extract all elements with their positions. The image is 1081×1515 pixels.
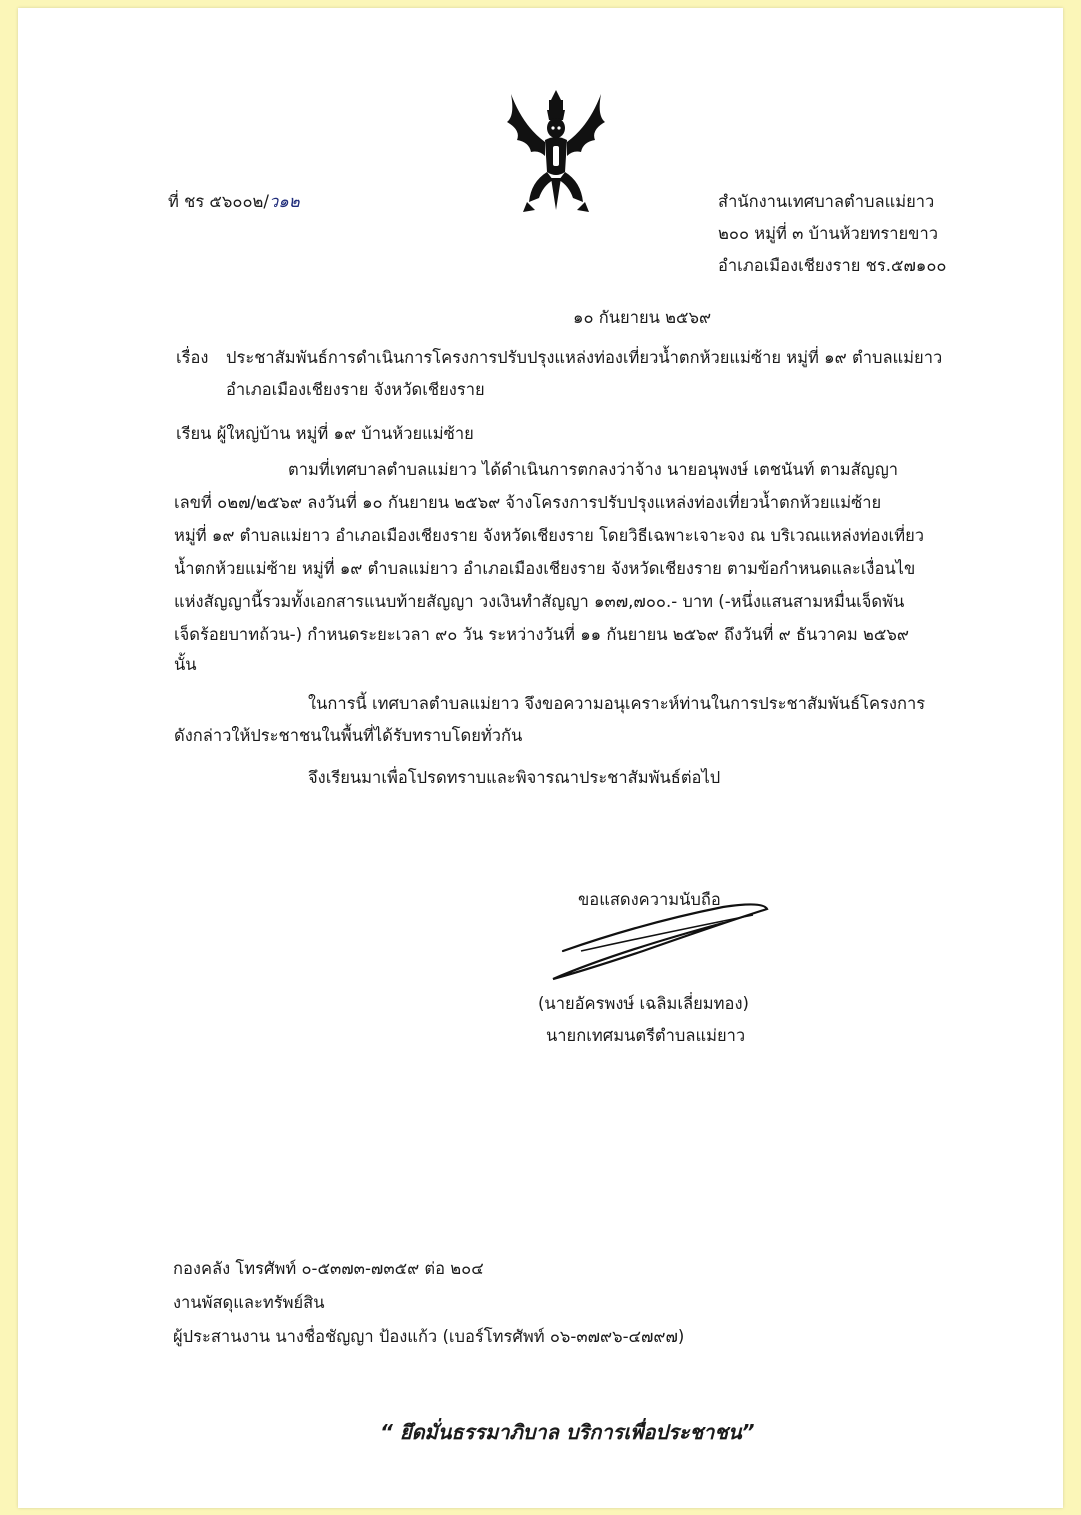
motto: “ ยึดมั่นธรรมาภิบาล บริการเพื่อประชาชน” — [380, 1420, 755, 1444]
body-line: น้ำตกห้วยแม่ซ้าย หมู่ที่ ๑๙ ตำบลแม่ยาว อำเภอเมืองเชียงราย จังหวัดเชียงราย ตามข้อกำหนดและเงื่อนไข — [174, 559, 916, 578]
closing-salutation: ขอแสดงความนับถือ — [578, 890, 721, 909]
footer-line: กองคลัง โทรศัพท์ ๐-๕๓๗๓-๗๓๕๙ ต่อ ๒๐๔ — [173, 1259, 484, 1278]
body-line: นั้น — [174, 655, 197, 674]
body-line: แห่งสัญญานี้รวมทั้งเอกสารแนบท้ายสัญญา วงเงินทำสัญญา ๑๓๗,๗๐๐.- บาท (-หนึ่งแสนสามหมื่นเจ็ดพัน — [174, 592, 905, 611]
subject-line: ประชาสัมพันธ์การดำเนินการโครงการปรับปรุงแหล่งท่องเที่ยวน้ำตกห้วยแม่ซ้าย หมู่ที่ ๑๙ ตำบลแม่ยาว — [226, 348, 943, 367]
subject-label: เรื่อง — [176, 348, 209, 367]
body-line: เลขที่ ๐๒๗/๒๕๖๙ ลงวันที่ ๑๐ กันยายน ๒๕๖๙ จ้างโครงการปรับปรุงแหล่งท่องเที่ยวน้ำตกห้วยแม่ซ้าย — [174, 493, 882, 512]
signatory-name: (นายอัครพงษ์ เฉลิมเลี่ยมทอง) — [538, 994, 749, 1013]
office-line: สำนักงานเทศบาลตำบลแม่ยาว — [718, 192, 935, 211]
reference-handwritten: ว๑๒ — [268, 192, 300, 211]
recipient: เรียน ผู้ใหญ่บ้าน หมู่ที่ ๑๙ บ้านห้วยแม่ซ้าย — [176, 424, 474, 443]
body-line: ในการนี้ เทศบาลตำบลแม่ยาว จึงขอความอนุเคราะห์ท่านในการประชาสัมพันธ์โครงการ — [308, 694, 926, 713]
footer-line: ผู้ประสานงาน นางชื่อชัญญา ป้องแก้ว (เบอร์โทรศัพท์ ๐๖-๓๗๙๖-๔๗๙๗) — [173, 1327, 685, 1346]
subject-line: อำเภอเมืองเชียงราย จังหวัดเชียงราย — [226, 380, 485, 399]
body-line: หมู่ที่ ๑๙ ตำบลแม่ยาว อำเภอเมืองเชียงราย จังหวัดเชียงราย โดยวิธีเฉพาะเจาะจง ณ บริเวณแหล่งท่องเที่ยว — [174, 526, 925, 545]
body-line: ดังกล่าวให้ประชาชนในพื้นที่ได้รับทราบโดยทั่วกัน — [174, 726, 523, 745]
body-line: จึงเรียนมาเพื่อโปรดทราบและพิจารณาประชาสัมพันธ์ต่อไป — [308, 768, 721, 787]
reference-number — [168, 190, 300, 214]
footer-line: งานพัสดุและทรัพย์สิน — [173, 1293, 325, 1312]
letter-date: ๑๐ กันยายน ๒๕๖๙ — [573, 308, 712, 327]
body-line: ตามที่เทศบาลตำบลแม่ยาว ได้ดำเนินการตกลงว่าจ้าง นายอนุพงษ์ เตชนันท์ ตามสัญญา — [288, 460, 899, 479]
office-line: อำเภอเมืองเชียงราย ชร.๕๗๑๐๐ — [718, 256, 947, 275]
signatory-position: นายกเทศมนตรีตำบลแม่ยาว — [546, 1026, 746, 1045]
garuda-emblem — [501, 86, 611, 216]
letter-page — [18, 8, 1063, 1508]
office-address — [718, 186, 947, 282]
reference-prefix: ที่ ชร ๕๖๐๐๒/ — [168, 192, 269, 211]
body-line: เจ็ดร้อยบาทถ้วน-) กำหนดระยะเวลา ๙๐ วัน ระหว่างวันที่ ๑๑ กันยายน ๒๕๖๙ ถึงวันที่ ๙ ธันวาคม ๒๕๖๙ — [174, 625, 909, 644]
office-line: ๒๐๐ หมู่ที่ ๓ บ้านห้วยทรายขาว — [718, 224, 938, 243]
signature — [523, 893, 783, 988]
